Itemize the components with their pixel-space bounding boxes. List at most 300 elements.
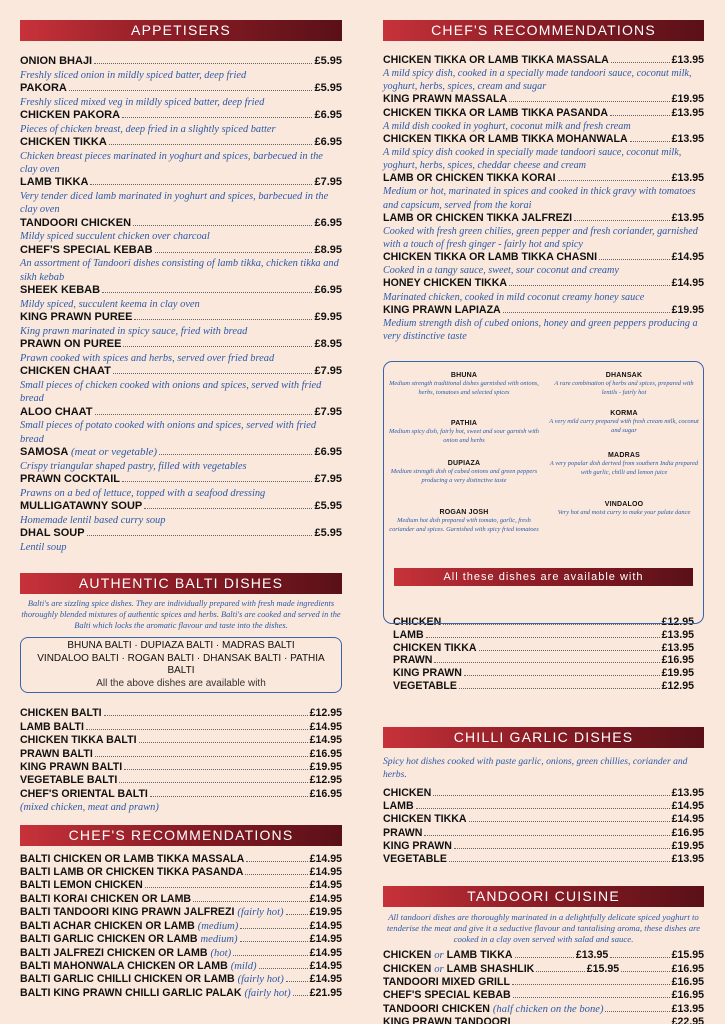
item-name-text: BALTI KORAI CHICKEN OR LAMB <box>20 892 192 905</box>
item-description: A mild dish cooked in yoghurt, coconut milk and fresh cream <box>383 120 631 132</box>
appetisers-list <box>20 55 342 554</box>
curry-type-description: A rare combination of herbs and spices, prepared with lentils - fairly hot <box>554 380 694 397</box>
item-price: £19.95 <box>309 761 342 774</box>
item-price: £7.95 <box>314 365 342 378</box>
leader-dots <box>574 220 669 221</box>
item-name <box>20 893 191 906</box>
item-name <box>383 1016 511 1024</box>
leader-dots <box>424 835 669 836</box>
item-description: Marinated chicken, cooked in mild coconut creamy honey sauce <box>383 291 645 303</box>
item-name-text: PRAWN <box>393 654 433 667</box>
item-price: £14.95 <box>309 852 342 865</box>
item-name <box>20 748 93 761</box>
menu-item-row <box>20 721 342 734</box>
leader-dots <box>69 90 313 91</box>
menu-item-row <box>20 55 342 69</box>
item-description: A mild spicy dish, cooked in a specially made tandoori sauce, coconut milk, yoghurt, herbs, spices, cream and sugar <box>383 68 692 93</box>
curry-type <box>549 372 699 397</box>
item-name <box>20 933 238 946</box>
curry-type <box>389 372 539 397</box>
leader-dots <box>233 955 308 956</box>
item-name <box>383 251 597 264</box>
menu-item-row <box>20 365 342 379</box>
item-price: £14.95 <box>671 813 704 826</box>
menu-item-row <box>20 406 342 420</box>
curry-type-name: DUPIAZA <box>447 460 481 468</box>
item-price: £12.95 <box>661 616 694 629</box>
item-name <box>20 244 153 258</box>
item-name <box>383 54 609 67</box>
balti-chef-header: CHEF'S RECOMMENDATIONS <box>20 825 342 846</box>
menu-item-row <box>20 879 342 892</box>
leader-dots <box>416 808 670 809</box>
curry-type-description: A very mild curry prepared with fresh cream milk, coconut and sugar <box>549 418 699 435</box>
balti-available-note: All the above dishes are available with <box>96 677 266 689</box>
item-name <box>383 107 608 120</box>
item-name <box>383 949 513 962</box>
item-price: £14.95 <box>309 959 342 972</box>
item-name-text: KING PRAWN LAPIAZA <box>383 303 501 316</box>
menu-item-row <box>383 54 704 67</box>
item-name <box>383 963 534 976</box>
curry-type-description: Medium strength dish of cubed onions and green peppers producing a very distinctive taste <box>390 468 538 485</box>
item-name <box>20 973 284 986</box>
leader-dots <box>434 662 659 663</box>
menu-item-row <box>20 734 342 747</box>
leader-dots <box>610 957 669 958</box>
item-name <box>383 827 422 840</box>
item-name-text: KING PRAWN PUREE <box>20 311 133 324</box>
item-name-text: PRAWN <box>383 826 423 839</box>
item-name-text: ALOO CHAAT <box>20 405 93 418</box>
item-price: £13.95 <box>671 853 704 866</box>
item-note: (fairly hot) <box>237 974 284 986</box>
item-price: £5.95 <box>314 500 342 513</box>
item-price: £14.95 <box>309 933 342 946</box>
item-description: Very tender diced lamb marinated in yoghurt and spices, barbecued in the clay oven <box>20 191 329 216</box>
tandoori-list <box>383 949 704 1024</box>
item-description: Chicken breast pieces marinated in yoghurt and spices, barbecued in the clay oven <box>20 150 323 175</box>
item-price: £13.95 <box>671 1002 704 1015</box>
item-price: £12.95 <box>309 707 342 720</box>
item-name-text: CHICKEN <box>393 616 442 629</box>
menu-item-row <box>383 212 704 225</box>
item-name-text: CHICKEN TIKKA OR LAMB TIKKA MASSALA <box>383 54 609 66</box>
item-name <box>383 93 507 106</box>
item-price: £6.95 <box>314 136 342 148</box>
leader-dots <box>95 414 313 415</box>
item-name-text: CHICKEN TIKKA OR LAMB TIKKA CHASNI <box>383 251 598 264</box>
leader-dots <box>159 454 312 455</box>
curry-type-name: KORMA <box>610 410 638 418</box>
item-price-1: £15.95 <box>586 962 620 975</box>
menu-item-row <box>383 989 704 1002</box>
item-name-text: CHICKEN TIKKA BALTI <box>20 734 137 747</box>
item-description: Homemade lentil based curry soup <box>20 514 166 526</box>
menu-item-row <box>20 446 342 460</box>
item-name-text: KING PRAWN MASSALA <box>383 93 508 106</box>
menu-item-row <box>20 920 342 933</box>
item-name <box>393 667 462 680</box>
item-name-text: DHAL SOUP <box>20 527 85 540</box>
item-name-text: SHEEK KEBAB <box>20 284 101 297</box>
leader-dots <box>610 115 670 116</box>
item-name <box>20 761 122 774</box>
menu-item-row <box>383 813 704 826</box>
item-price: £16.95 <box>671 976 704 989</box>
menu-item-row <box>20 933 342 946</box>
leader-dots <box>621 971 669 972</box>
item-name <box>20 109 120 123</box>
available-with-header: All these dishes are available with <box>394 568 693 586</box>
item-price: £6.95 <box>314 109 342 121</box>
chilli-intro: Spicy hot dishes cooked with paste garlic, onions, green chillies, coriander and herbs. <box>383 755 688 781</box>
item-price: £14.95 <box>309 720 342 733</box>
menu-item-row <box>20 866 342 879</box>
item-name <box>393 680 457 693</box>
item-price: £14.95 <box>309 919 342 932</box>
item-price: £14.95 <box>309 892 342 905</box>
tandoori-header: TANDOORI CUISINE <box>383 886 704 907</box>
balti-chef-list <box>20 853 342 1000</box>
item-name-text: BALTI ACHAR CHICKEN OR LAMB <box>20 919 195 932</box>
balti-styles-line-2: VINDALOO BALTI · ROGAN BALTI · DHANSAK BALTI · PATHIA BALTI <box>37 652 325 677</box>
item-name <box>20 217 131 231</box>
curry-type-description: Medium spicy dish, fairly hot, sweet and sour garnish with onion and herbs <box>389 428 539 445</box>
item-note: (half chicken on the bone) <box>492 1003 604 1015</box>
item-price: £9.95 <box>314 311 342 324</box>
item-name-text: LAMB BALTI <box>20 720 84 733</box>
menu-item-row <box>383 133 704 146</box>
chef-header: CHEF'S RECOMMENDATIONS <box>383 20 704 41</box>
leader-dots <box>113 373 313 374</box>
item-price: £16.95 <box>309 747 342 760</box>
item-price: £19.95 <box>671 839 704 852</box>
item-name-text: BALTI LEMON CHICKEN <box>20 879 143 892</box>
leader-dots <box>443 624 659 625</box>
item-name-a: CHICKEN <box>383 949 432 962</box>
leader-dots <box>433 795 669 796</box>
item-name-text: BALTI GARLIC CHICKEN OR LAMB <box>20 933 198 946</box>
item-description: Small pieces of chicken cooked with onions and spices, served with fried bread <box>20 379 322 405</box>
leader-dots <box>599 259 670 260</box>
leader-dots <box>104 715 308 716</box>
item-name-text: VEGETABLE <box>383 853 447 866</box>
item-description: Prawn cooked with spices and herbs, served over fried bread <box>20 352 275 364</box>
item-name <box>20 721 84 734</box>
item-name <box>20 987 291 1000</box>
item-name <box>393 629 424 642</box>
curries-box <box>383 361 704 624</box>
item-name-text: PRAWN COCKTAIL <box>20 473 121 486</box>
item-price: £13.95 <box>671 54 704 66</box>
item-description: Freshly sliced onion in mildly spiced batter, deep fried <box>20 69 247 81</box>
item-name <box>383 787 431 800</box>
item-name <box>383 853 447 866</box>
item-price: £14.95 <box>671 251 704 264</box>
leader-dots <box>479 650 660 651</box>
item-name-text: CHEF'S ORIENTAL BALTI <box>20 787 148 800</box>
menu-item-row <box>20 707 342 720</box>
item-price: £6.95 <box>314 284 342 297</box>
item-name <box>383 304 501 317</box>
leader-dots <box>240 928 307 929</box>
item-name-text: CHEF'S SPECIAL KEBAB <box>20 243 153 256</box>
item-name-text: LAMB <box>393 628 424 641</box>
item-name <box>20 311 132 325</box>
item-name <box>383 813 467 826</box>
item-name-text: PRAWN BALTI <box>20 747 93 760</box>
menu-item-row <box>20 176 342 190</box>
item-name <box>20 136 107 150</box>
item-price: £6.95 <box>314 216 342 229</box>
item-name-text: CHICKEN CHAAT <box>20 365 111 378</box>
item-name <box>383 1003 603 1016</box>
menu-item-row <box>20 893 342 906</box>
curry-type-name: PATHIA <box>450 420 478 428</box>
curry-type-name: ROGAN JOSH <box>439 509 489 517</box>
leader-dots <box>150 796 308 797</box>
leader-dots <box>145 887 308 888</box>
item-price: £14.95 <box>671 277 704 290</box>
item-name-text: CHICKEN <box>383 786 432 799</box>
item-price: £14.95 <box>309 734 342 747</box>
leader-dots <box>124 769 307 770</box>
menu-item-row <box>20 853 342 866</box>
item-name-text: CHEF'S SPECIAL KEBAB <box>383 989 511 1002</box>
item-description: Pieces of chicken breast, deep fried in a slightly spiced batter <box>20 123 276 135</box>
menu-item-row <box>20 473 342 487</box>
item-name-text: BALTI TANDOORI KING PRAWN JALFREZI <box>20 906 235 919</box>
item-price: £14.95 <box>309 866 342 879</box>
item-name <box>20 734 137 747</box>
balti-list <box>20 707 342 801</box>
item-note: (mild) <box>230 960 257 972</box>
leader-dots <box>536 971 584 972</box>
item-name-text: TANDOORI MIXED GRILL <box>383 976 510 989</box>
item-note: (medium) <box>197 920 239 932</box>
menu-item-row <box>20 947 342 960</box>
menu-item-row <box>383 840 704 853</box>
item-name-text: TANDOORI CHICKEN <box>20 216 132 229</box>
item-name <box>383 133 628 146</box>
item-price: £13.95 <box>671 132 704 145</box>
curry-type-description: Medium strength traditional dishes garnished with onions, herbs, tomatoes and selected spices <box>389 380 539 397</box>
item-name-text: KING PRAWN <box>383 839 452 852</box>
leader-dots <box>286 981 308 982</box>
menu-item-row <box>393 654 694 667</box>
menu-item-row <box>393 629 694 642</box>
menu-item-row <box>20 311 342 325</box>
menu-item-row <box>20 109 342 123</box>
item-price: £7.95 <box>314 473 342 486</box>
menu-item-row <box>20 284 342 298</box>
right-column <box>383 20 704 1024</box>
item-name <box>20 176 88 190</box>
leader-dots <box>512 984 670 985</box>
item-description: Cooked with fresh green chilies, green pepper and fresh coriander, garnished with a touch of fresh ginger - fairly hot and spicy <box>383 225 698 250</box>
menu-item-row <box>20 136 342 150</box>
item-price: £19.95 <box>671 303 704 316</box>
item-price: £7.95 <box>314 405 342 418</box>
item-name-text: LAMB OR CHICKEN TIKKA JALFREZI <box>383 211 573 224</box>
leader-dots <box>469 821 670 822</box>
leader-dots <box>139 742 308 743</box>
item-name <box>20 920 238 933</box>
leader-dots <box>94 63 312 64</box>
item-price-1: £13.95 <box>575 949 609 962</box>
item-price: £16.95 <box>309 787 342 800</box>
item-price: £19.95 <box>661 667 694 680</box>
menu-item-row <box>20 761 342 774</box>
item-name <box>20 947 231 960</box>
item-name-text: PAKORA <box>20 82 67 94</box>
item-name <box>383 172 556 185</box>
leader-dots <box>119 782 307 783</box>
item-name-text: VEGETABLE BALTI <box>20 774 118 787</box>
menu-item-row <box>20 217 342 231</box>
menu-item-row <box>20 82 342 96</box>
menu-item-row <box>20 774 342 787</box>
item-price: £19.95 <box>309 906 342 919</box>
leader-dots <box>155 252 313 253</box>
balti-intro: Balti's are sizzling spice dishes. They are individually prepared with fresh made ingredients thoroughly blended mixtures of authentic spices and herbs. Balti's are cooked and served in the Balti which locks the aromatic flavour and taste into the dishes. <box>21 599 341 631</box>
leader-dots <box>122 481 312 482</box>
leader-dots <box>193 901 308 902</box>
appetisers-header: APPETISERS <box>20 20 342 41</box>
item-name-text: BALTI CHICKEN OR LAMB TIKKA MASSALA <box>20 852 245 865</box>
item-name-text: CHICKEN TIKKA OR LAMB TIKKA MOHANWALA <box>383 132 628 145</box>
leader-dots <box>293 995 308 996</box>
item-price: £15.95 <box>671 949 704 962</box>
item-name <box>383 976 510 989</box>
leader-dots <box>109 144 313 145</box>
curry-type-description: A very popular dish derived from southern India prepared with garlic, chilli and lemon juice <box>549 460 699 477</box>
item-name-text: KING PRAWN <box>393 667 462 680</box>
menu-item-row <box>20 906 342 919</box>
menu-item-row <box>20 987 342 1000</box>
item-name <box>20 879 143 892</box>
leader-dots <box>509 101 669 102</box>
curry-type-name: VINDALOO <box>604 501 644 509</box>
menu-item-row <box>393 680 694 693</box>
item-name <box>20 774 117 787</box>
leader-dots <box>246 861 307 862</box>
leader-dots <box>459 688 660 689</box>
item-name <box>20 338 121 352</box>
leader-dots <box>515 957 574 958</box>
item-description: An assortment of Tandoori dishes consisting of lamb tikka, chicken tikka and sikh kebab <box>20 258 339 283</box>
item-name-text: HONEY CHICKEN TIKKA <box>383 277 507 290</box>
curry-type <box>389 509 539 534</box>
item-price: £13.95 <box>671 106 704 119</box>
curry-type <box>389 460 539 485</box>
item-name-text: CHICKEN PAKORA <box>20 109 121 121</box>
leader-dots <box>426 637 660 638</box>
leader-dots <box>509 285 670 286</box>
item-name <box>20 707 102 720</box>
item-name <box>20 406 93 420</box>
leader-dots <box>245 874 307 875</box>
item-price: £5.95 <box>314 55 342 67</box>
menu-item-row <box>383 251 704 264</box>
item-name <box>383 989 511 1002</box>
curry-type-name: BHUNA <box>450 372 478 380</box>
leader-dots <box>611 62 670 63</box>
item-description: Prawns on a bed of lettuce, topped with a seafood dressing <box>20 487 266 499</box>
item-price: £14.95 <box>671 799 704 812</box>
item-name <box>20 284 100 298</box>
leader-dots <box>86 729 308 730</box>
item-price: £21.95 <box>309 986 342 999</box>
item-description: Medium or hot, marinated in spices and cooked in thick gravy with tomatoes and capsicum, served from the korai <box>383 186 696 211</box>
item-name <box>20 788 148 801</box>
item-name <box>20 960 257 973</box>
item-name <box>383 800 414 813</box>
menu-item-row <box>383 277 704 290</box>
item-price: £14.95 <box>309 946 342 959</box>
item-price: £13.95 <box>661 641 694 654</box>
chilli-header: CHILLI GARLIC DISHES <box>383 727 704 748</box>
menu-item-row <box>20 244 342 258</box>
item-description: Freshly sliced mixed veg in mildly spiced batter, deep fried <box>20 96 265 108</box>
menu-item-row <box>383 949 704 962</box>
item-description: Mildy spiced, succulent keema in clay oven <box>20 298 200 310</box>
item-note: (meat or vegetable) <box>70 446 158 459</box>
leader-dots <box>464 675 660 676</box>
item-name-b: LAMB TIKKA <box>446 949 513 962</box>
menu-item-row <box>20 973 342 986</box>
item-name <box>383 840 452 853</box>
item-price: £8.95 <box>314 243 342 256</box>
menu-item-row <box>383 304 704 317</box>
item-note: (hot) <box>210 947 232 959</box>
menu-item-row <box>383 1016 704 1024</box>
menu-item-row <box>383 107 704 120</box>
menu-item-row <box>383 800 704 813</box>
item-name-text: MULLIGATAWNY SOUP <box>20 500 143 513</box>
curry-type-description: Very hot and moist curry to make your palate dance <box>557 509 691 517</box>
leader-dots <box>240 941 308 942</box>
item-name-text: PRAWN ON PUREE <box>20 338 122 351</box>
item-price: £5.95 <box>314 82 342 94</box>
item-name-text: BALTI KING PRAWN CHILLI GARLIC PALAK <box>20 986 242 999</box>
item-name <box>20 906 284 919</box>
item-price: £16.95 <box>671 962 705 975</box>
menu-item-row <box>20 338 342 352</box>
item-name-text: CHICKEN TIKKA <box>383 813 467 826</box>
item-price: £12.95 <box>309 774 342 787</box>
item-name <box>383 277 507 290</box>
leader-dots <box>286 914 308 915</box>
item-price: £13.95 <box>671 786 704 799</box>
menu-item-row <box>383 827 704 840</box>
left-column <box>20 20 342 1000</box>
item-name-text: LAMB <box>383 799 414 812</box>
item-name-text: CHICKEN TIKKA <box>20 136 107 148</box>
item-description: King prawn marinated in spicy sauce, fried with bread <box>20 325 248 337</box>
curry-type <box>549 410 699 435</box>
leader-dots <box>513 997 670 998</box>
item-description: Mildy spiced succulent chicken over charcoal <box>20 231 210 243</box>
chilli-list <box>383 787 704 867</box>
item-name-text: BALTI JALFREZI CHICKEN OR LAMB <box>20 946 208 959</box>
item-price: £14.95 <box>309 879 342 892</box>
item-price: £12.95 <box>661 680 694 693</box>
item-price: £8.95 <box>314 338 342 351</box>
item-price: £13.95 <box>671 211 704 224</box>
leader-dots <box>133 225 312 226</box>
